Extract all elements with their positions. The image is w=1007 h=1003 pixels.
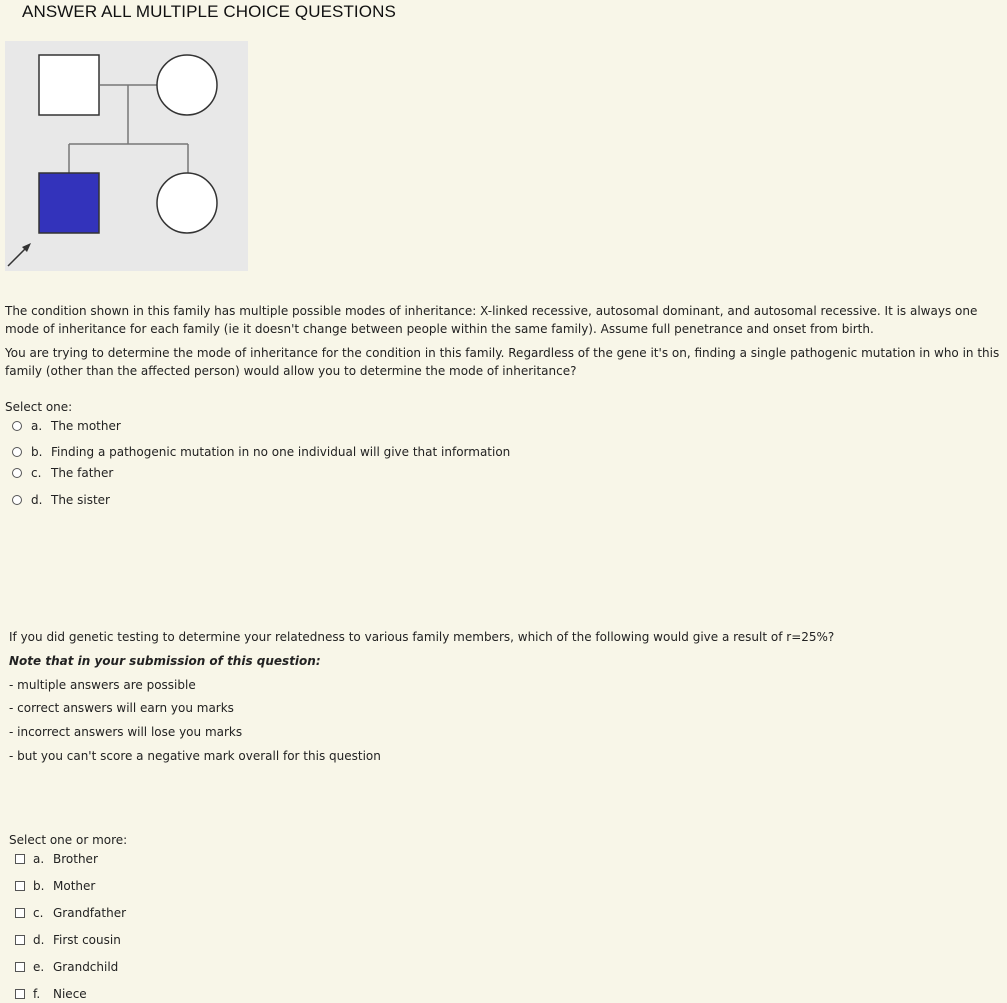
q2-option-d[interactable]: d. First cousin <box>15 933 121 947</box>
q2-option-a[interactable]: a. Brother <box>15 852 98 866</box>
q1-option-a[interactable]: a. The mother <box>12 419 121 433</box>
mother-circle-icon <box>157 55 217 115</box>
checkbox-icon[interactable] <box>15 908 25 918</box>
q2-option-c[interactable]: c. Grandfather <box>15 906 126 920</box>
father-square-icon <box>39 55 99 115</box>
q1-question: You are trying to determine the mode of inheritance for the condition in this family. Regardless of the gene it's on, finding a single pathogenic mutation in who in this family (other than the affected person) would allow you to determine the mode of inheritance? <box>5 346 1000 378</box>
q2-option-b[interactable]: b. Mother <box>15 879 95 893</box>
q2-option-e[interactable]: e. Grandchild <box>15 960 118 974</box>
checkbox-icon[interactable] <box>15 962 25 972</box>
checkbox-icon[interactable] <box>15 989 25 999</box>
q2-question: If you did genetic testing to determine your relatedness to various family members, which of the following would give a result of r=25%? <box>9 630 835 644</box>
q2-rule: - correct answers will earn you marks <box>9 701 234 715</box>
page-heading: ANSWER ALL MULTIPLE CHOICE QUESTIONS <box>22 2 396 21</box>
q2-rule: - incorrect answers will lose you marks <box>9 725 243 739</box>
radio-icon[interactable] <box>12 447 22 457</box>
q1-option-c[interactable]: c. The father <box>12 466 113 480</box>
q1-option-b[interactable]: b. Finding a pathogenic mutation in no one individual will give that information <box>12 445 510 459</box>
affected-son-square-icon <box>39 173 99 233</box>
pedigree-chart <box>5 41 248 271</box>
q2-select-label: Select one or more: <box>9 833 128 847</box>
radio-icon[interactable] <box>12 421 22 431</box>
q1-option-d[interactable]: d. The sister <box>12 493 110 507</box>
q2-rule: - but you can't score a negative mark overall for this question <box>9 749 381 763</box>
q2-note: Note that in your submission of this question: <box>9 654 321 668</box>
checkbox-icon[interactable] <box>15 881 25 891</box>
q2-option-f[interactable]: f. Niece <box>15 987 87 1001</box>
q1-select-label: Select one: <box>5 400 73 414</box>
sister-circle-icon <box>157 173 217 233</box>
radio-icon[interactable] <box>12 468 22 478</box>
radio-icon[interactable] <box>12 495 22 505</box>
q2-rule: - multiple answers are possible <box>9 678 196 692</box>
checkbox-icon[interactable] <box>15 854 25 864</box>
checkbox-icon[interactable] <box>15 935 25 945</box>
q1-intro: The condition shown in this family has multiple possible modes of inheritance: X-linked recessive, autosomal dominant, and autosomal recessive. It is always one mode of inheritance for each family (ie it doesn't change between people within the same family). Assume full penetrance and onset from birth. <box>5 304 978 336</box>
